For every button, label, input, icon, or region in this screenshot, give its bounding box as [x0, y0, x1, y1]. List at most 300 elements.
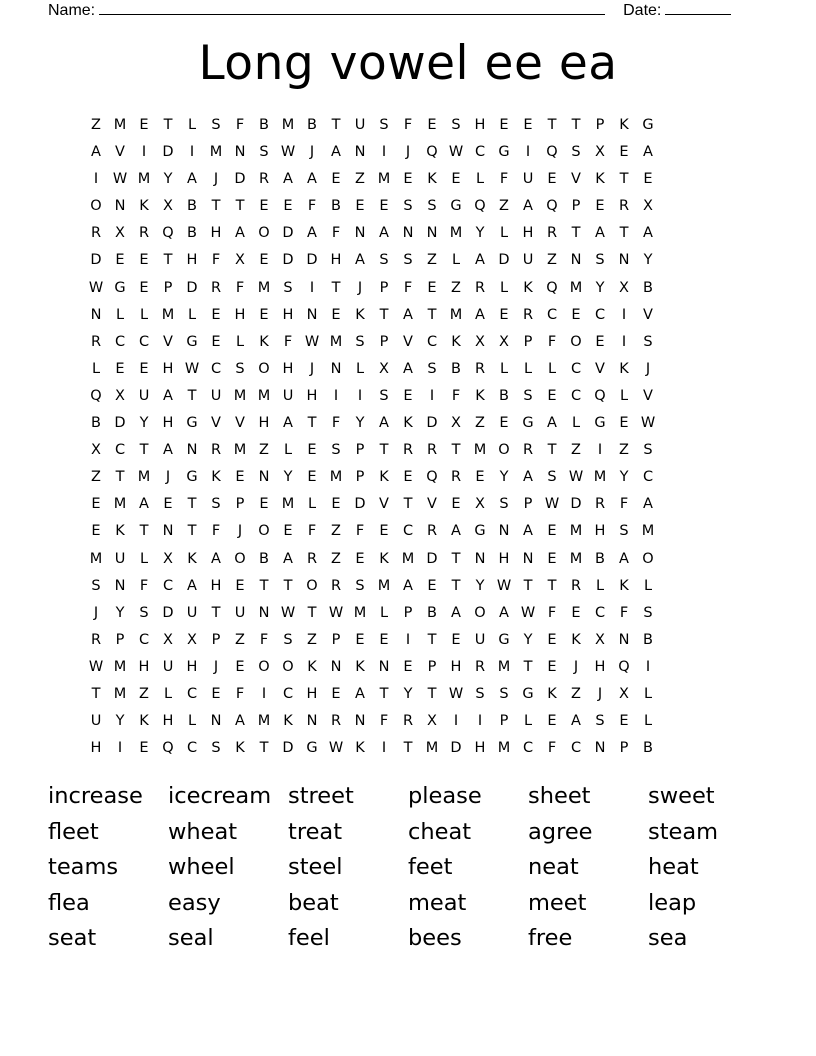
grid-letter[interactable]: E — [619, 415, 629, 432]
grid-letter[interactable]: F — [355, 523, 365, 540]
grid-letter[interactable]: Z — [331, 523, 341, 540]
grid-letter[interactable]: L — [643, 713, 653, 730]
grid-letter[interactable]: N — [354, 713, 366, 730]
grid-letter[interactable]: H — [162, 713, 174, 730]
grid-letter[interactable]: T — [379, 306, 389, 323]
grid-letter[interactable]: L — [139, 550, 149, 567]
grid-letter[interactable]: M — [497, 740, 511, 757]
grid-letter[interactable]: S — [499, 496, 509, 513]
grid-letter[interactable]: X — [115, 387, 125, 404]
grid-letter[interactable]: C — [282, 685, 294, 702]
grid-letter[interactable]: V — [643, 306, 653, 323]
grid-letter[interactable]: Y — [115, 713, 125, 730]
grid-letter[interactable]: V — [211, 415, 221, 432]
grid-letter[interactable]: U — [162, 658, 174, 675]
grid-letter[interactable]: T — [547, 117, 557, 133]
grid-letter[interactable]: C — [570, 387, 582, 404]
grid-letter[interactable]: O — [234, 550, 246, 567]
grid-letter[interactable]: T — [331, 117, 341, 133]
grid-letter[interactable]: S — [139, 604, 149, 621]
grid-letter[interactable]: A — [211, 550, 221, 567]
grid-letter[interactable]: W — [280, 144, 296, 161]
grid-letter[interactable]: O — [306, 577, 318, 594]
grid-letter[interactable]: E — [259, 252, 269, 269]
grid-letter[interactable]: W — [448, 144, 464, 161]
grid-letter[interactable]: A — [163, 387, 173, 404]
grid-letter[interactable]: E — [547, 658, 557, 675]
grid-letter[interactable]: T — [139, 523, 149, 540]
grid-letter[interactable]: N — [258, 604, 270, 621]
grid-letter[interactable]: X — [475, 496, 485, 513]
grid-letter[interactable]: R — [426, 523, 438, 540]
grid-letter[interactable]: L — [547, 360, 557, 377]
grid-letter[interactable]: O — [498, 442, 510, 459]
grid-letter[interactable]: E — [355, 198, 365, 215]
grid-letter[interactable]: V — [379, 496, 389, 513]
grid-letter[interactable]: D — [282, 740, 294, 757]
grid-letter[interactable]: N — [594, 740, 606, 757]
grid-letter[interactable]: T — [307, 604, 317, 621]
grid-letter[interactable]: S — [643, 442, 653, 459]
grid-letter[interactable]: A — [379, 415, 389, 432]
grid-letter[interactable]: B — [595, 550, 605, 567]
grid-letter[interactable]: E — [139, 279, 149, 296]
grid-letter[interactable]: S — [427, 360, 437, 377]
grid-letter[interactable]: Z — [571, 442, 581, 459]
grid-letter[interactable]: Z — [259, 442, 269, 459]
grid-letter[interactable]: A — [187, 577, 197, 594]
grid-letter[interactable]: E — [235, 577, 245, 594]
grid-letter[interactable]: R — [474, 279, 486, 296]
grid-letter[interactable]: B — [643, 279, 653, 296]
grid-letter[interactable]: W — [184, 360, 200, 377]
grid-letter[interactable]: P — [523, 496, 533, 513]
grid-letter[interactable]: M — [497, 658, 511, 675]
grid-letter[interactable]: K — [547, 685, 557, 702]
grid-letter[interactable]: T — [571, 117, 581, 133]
grid-letter[interactable]: S — [595, 713, 605, 730]
grid-letter[interactable]: T — [523, 577, 533, 594]
grid-letter[interactable]: W — [328, 740, 344, 757]
grid-letter[interactable]: S — [379, 117, 389, 133]
grid-letter[interactable]: E — [403, 658, 413, 675]
grid-letter[interactable]: V — [427, 496, 437, 513]
grid-letter[interactable]: Z — [571, 685, 581, 702]
grid-letter[interactable]: I — [525, 144, 531, 161]
grid-letter[interactable]: E — [307, 469, 317, 486]
grid-letter[interactable]: O — [258, 523, 270, 540]
grid-letter[interactable]: I — [597, 442, 603, 459]
grid-letter[interactable]: E — [403, 171, 413, 188]
grid-letter[interactable]: E — [115, 252, 125, 269]
grid-letter[interactable]: W — [304, 333, 320, 350]
grid-letter[interactable]: E — [139, 117, 149, 133]
grid-letter[interactable]: U — [474, 631, 486, 648]
grid-letter[interactable]: M — [233, 442, 247, 459]
grid-letter[interactable]: P — [571, 198, 581, 215]
grid-letter[interactable]: O — [258, 360, 270, 377]
grid-letter[interactable]: I — [93, 171, 99, 188]
grid-letter[interactable]: F — [499, 171, 509, 188]
grid-letter[interactable]: E — [523, 117, 533, 133]
grid-letter[interactable]: R — [90, 225, 102, 242]
grid-letter[interactable]: K — [139, 713, 149, 730]
grid-letter[interactable]: D — [186, 279, 198, 296]
grid-letter[interactable]: I — [309, 279, 315, 296]
grid-letter[interactable]: C — [162, 577, 174, 594]
grid-letter[interactable]: A — [403, 577, 413, 594]
grid-letter[interactable]: E — [451, 631, 461, 648]
grid-letter[interactable]: U — [114, 550, 126, 567]
grid-letter[interactable]: I — [621, 306, 627, 323]
grid-letter[interactable]: D — [282, 252, 294, 269]
grid-letter[interactable]: L — [643, 577, 653, 594]
grid-letter[interactable]: E — [331, 306, 341, 323]
grid-letter[interactable]: O — [258, 658, 270, 675]
grid-letter[interactable]: W — [448, 685, 464, 702]
grid-letter[interactable]: I — [429, 387, 435, 404]
grid-letter[interactable]: H — [450, 658, 462, 675]
grid-letter[interactable]: S — [283, 631, 293, 648]
grid-letter[interactable]: E — [235, 469, 245, 486]
grid-letter[interactable]: S — [355, 577, 365, 594]
grid-letter[interactable]: F — [139, 577, 149, 594]
grid-letter[interactable]: R — [90, 631, 102, 648]
grid-letter[interactable]: E — [331, 685, 341, 702]
grid-letter[interactable]: N — [474, 550, 486, 567]
grid-letter[interactable]: L — [595, 577, 605, 594]
grid-letter[interactable]: L — [571, 415, 581, 432]
grid-letter[interactable]: X — [619, 685, 629, 702]
grid-letter[interactable]: F — [331, 225, 341, 242]
grid-letter[interactable]: H — [498, 550, 510, 567]
grid-letter[interactable]: T — [547, 577, 557, 594]
grid-letter[interactable]: T — [259, 577, 269, 594]
grid-letter[interactable]: C — [114, 442, 126, 459]
grid-letter[interactable]: A — [283, 415, 293, 432]
grid-letter[interactable]: B — [187, 198, 197, 215]
grid-letter[interactable]: S — [355, 333, 365, 350]
grid-letter[interactable]: T — [331, 279, 341, 296]
grid-letter[interactable]: E — [499, 306, 509, 323]
grid-letter[interactable]: R — [330, 713, 342, 730]
grid-letter[interactable]: G — [186, 415, 198, 432]
grid-letter[interactable]: T — [619, 171, 629, 188]
grid-letter[interactable]: D — [426, 415, 438, 432]
grid-letter[interactable]: N — [618, 252, 630, 269]
grid-letter[interactable]: M — [329, 469, 343, 486]
grid-letter[interactable]: D — [450, 740, 462, 757]
grid-letter[interactable]: S — [259, 144, 269, 161]
grid-letter[interactable]: X — [91, 442, 101, 459]
grid-letter[interactable]: Q — [618, 658, 630, 675]
grid-letter[interactable]: L — [187, 306, 197, 323]
grid-letter[interactable]: J — [165, 469, 171, 486]
grid-letter[interactable]: Y — [643, 252, 653, 269]
grid-letter[interactable]: A — [643, 144, 653, 161]
grid-letter[interactable]: G — [522, 685, 534, 702]
grid-letter[interactable]: G — [450, 198, 462, 215]
grid-letter[interactable]: K — [451, 333, 461, 350]
grid-letter[interactable]: K — [475, 387, 485, 404]
grid-letter[interactable]: I — [357, 387, 363, 404]
grid-letter[interactable]: S — [571, 144, 581, 161]
grid-letter[interactable]: E — [139, 740, 149, 757]
grid-letter[interactable]: D — [162, 144, 174, 161]
grid-letter[interactable]: A — [307, 225, 317, 242]
grid-letter[interactable]: L — [235, 333, 245, 350]
grid-letter[interactable]: H — [186, 658, 198, 675]
grid-letter[interactable]: J — [597, 685, 603, 702]
grid-letter[interactable]: T — [379, 442, 389, 459]
grid-letter[interactable]: R — [402, 713, 414, 730]
grid-letter[interactable]: A — [235, 225, 245, 242]
grid-letter[interactable]: E — [643, 171, 653, 188]
grid-letter[interactable]: E — [547, 550, 557, 567]
grid-letter[interactable]: R — [90, 333, 102, 350]
grid-letter[interactable]: G — [186, 469, 198, 486]
grid-letter[interactable]: M — [449, 306, 463, 323]
grid-letter[interactable]: M — [569, 523, 583, 540]
grid-letter[interactable]: E — [355, 550, 365, 567]
grid-letter[interactable]: X — [379, 360, 389, 377]
grid-letter[interactable]: O — [258, 225, 270, 242]
grid-letter[interactable]: E — [547, 171, 557, 188]
grid-letter[interactable]: K — [211, 469, 221, 486]
grid-letter[interactable]: F — [307, 523, 317, 540]
grid-letter[interactable]: P — [235, 496, 245, 513]
grid-letter[interactable]: Y — [283, 469, 293, 486]
grid-letter[interactable]: E — [547, 713, 557, 730]
grid-letter[interactable]: E — [91, 496, 101, 513]
grid-letter[interactable]: K — [427, 171, 437, 188]
grid-letter[interactable]: Z — [235, 631, 245, 648]
grid-letter[interactable]: B — [643, 740, 653, 757]
grid-letter[interactable]: W — [280, 604, 296, 621]
grid-letter[interactable]: T — [283, 577, 293, 594]
grid-letter[interactable]: K — [187, 550, 197, 567]
grid-letter[interactable]: I — [261, 685, 267, 702]
grid-letter[interactable]: Q — [90, 387, 102, 404]
grid-letter[interactable]: D — [426, 550, 438, 567]
grid-letter[interactable]: A — [355, 252, 365, 269]
grid-letter[interactable]: U — [234, 604, 246, 621]
grid-letter[interactable]: K — [355, 306, 365, 323]
grid-letter[interactable]: A — [283, 550, 293, 567]
grid-letter[interactable]: B — [427, 604, 437, 621]
grid-letter[interactable]: T — [235, 198, 245, 215]
grid-letter[interactable]: K — [619, 117, 629, 133]
grid-letter[interactable]: J — [93, 604, 99, 621]
grid-letter[interactable]: I — [477, 713, 483, 730]
grid-letter[interactable]: A — [379, 225, 389, 242]
grid-letter[interactable]: E — [619, 144, 629, 161]
grid-letter[interactable]: E — [379, 631, 389, 648]
grid-letter[interactable]: G — [594, 415, 606, 432]
grid-letter[interactable]: E — [283, 523, 293, 540]
grid-letter[interactable]: S — [643, 333, 653, 350]
grid-letter[interactable]: R — [594, 496, 606, 513]
grid-letter[interactable]: L — [451, 252, 461, 269]
grid-letter[interactable]: M — [641, 523, 655, 540]
grid-letter[interactable]: P — [211, 631, 221, 648]
grid-letter[interactable]: E — [259, 198, 269, 215]
grid-letter[interactable]: E — [595, 198, 605, 215]
grid-letter[interactable]: T — [451, 442, 461, 459]
grid-letter[interactable]: M — [113, 117, 127, 133]
grid-letter[interactable]: P — [331, 631, 341, 648]
grid-letter[interactable]: S — [211, 740, 221, 757]
grid-letter[interactable]: Q — [162, 225, 174, 242]
grid-letter[interactable]: X — [163, 550, 173, 567]
grid-letter[interactable]: N — [234, 144, 246, 161]
grid-letter[interactable]: L — [499, 279, 509, 296]
grid-letter[interactable]: H — [186, 252, 198, 269]
grid-letter[interactable]: E — [211, 685, 221, 702]
grid-letter[interactable]: E — [235, 658, 245, 675]
grid-letter[interactable]: Q — [546, 144, 558, 161]
grid-letter[interactable]: Z — [427, 252, 437, 269]
grid-letter[interactable]: Z — [475, 415, 485, 432]
grid-letter[interactable]: Q — [474, 198, 486, 215]
grid-letter[interactable]: M — [113, 685, 127, 702]
grid-letter[interactable]: S — [595, 252, 605, 269]
grid-letter[interactable]: H — [138, 658, 150, 675]
grid-letter[interactable]: N — [354, 144, 366, 161]
grid-letter[interactable]: A — [403, 306, 413, 323]
grid-letter[interactable]: L — [187, 713, 197, 730]
grid-letter[interactable]: E — [307, 442, 317, 459]
grid-letter[interactable]: D — [234, 171, 246, 188]
grid-letter[interactable]: N — [402, 225, 414, 242]
grid-letter[interactable]: I — [645, 658, 651, 675]
grid-letter[interactable]: E — [427, 577, 437, 594]
date-blank-line[interactable] — [665, 0, 731, 15]
grid-letter[interactable]: E — [547, 631, 557, 648]
grid-letter[interactable]: Z — [547, 252, 557, 269]
grid-letter[interactable]: A — [91, 144, 101, 161]
grid-letter[interactable]: G — [474, 523, 486, 540]
grid-letter[interactable]: L — [523, 360, 533, 377]
grid-letter[interactable]: E — [595, 333, 605, 350]
grid-letter[interactable]: T — [139, 442, 149, 459]
grid-letter[interactable]: K — [283, 713, 293, 730]
grid-letter[interactable]: Q — [594, 387, 606, 404]
grid-letter[interactable]: R — [474, 360, 486, 377]
grid-letter[interactable]: R — [522, 442, 534, 459]
grid-letter[interactable]: C — [402, 523, 414, 540]
grid-letter[interactable]: W — [568, 469, 584, 486]
grid-letter[interactable]: H — [594, 658, 606, 675]
grid-letter[interactable]: E — [451, 496, 461, 513]
grid-letter[interactable]: A — [571, 713, 581, 730]
grid-letter[interactable]: X — [643, 198, 653, 215]
grid-letter[interactable]: M — [209, 144, 223, 161]
grid-letter[interactable]: A — [523, 469, 533, 486]
grid-letter[interactable]: W — [328, 604, 344, 621]
grid-letter[interactable]: L — [115, 306, 125, 323]
grid-letter[interactable]: V — [595, 360, 605, 377]
grid-letter[interactable]: R — [210, 279, 222, 296]
grid-letter[interactable]: U — [354, 117, 366, 133]
grid-letter[interactable]: C — [522, 740, 534, 757]
grid-letter[interactable]: E — [355, 631, 365, 648]
grid-letter[interactable]: V — [115, 144, 125, 161]
grid-letter[interactable]: T — [427, 631, 437, 648]
grid-letter[interactable]: T — [187, 496, 197, 513]
grid-letter[interactable]: M — [89, 550, 103, 567]
grid-letter[interactable]: A — [643, 225, 653, 242]
grid-letter[interactable]: T — [523, 658, 533, 675]
grid-letter[interactable]: K — [403, 415, 413, 432]
grid-letter[interactable]: N — [354, 225, 366, 242]
grid-letter[interactable]: E — [139, 252, 149, 269]
grid-letter[interactable]: H — [258, 415, 270, 432]
grid-letter[interactable]: Y — [355, 415, 365, 432]
grid-letter[interactable]: P — [403, 604, 413, 621]
grid-letter[interactable]: A — [619, 550, 629, 567]
grid-letter[interactable]: D — [570, 496, 582, 513]
grid-letter[interactable]: Y — [475, 225, 485, 242]
grid-letter[interactable]: H — [282, 306, 294, 323]
grid-letter[interactable]: U — [90, 713, 102, 730]
grid-letter[interactable]: N — [114, 198, 126, 215]
grid-letter[interactable]: J — [573, 658, 579, 675]
grid-letter[interactable]: T — [451, 577, 461, 594]
grid-letter[interactable]: H — [306, 685, 318, 702]
grid-letter[interactable]: A — [499, 604, 509, 621]
grid-letter[interactable]: E — [163, 496, 173, 513]
grid-letter[interactable]: P — [355, 442, 365, 459]
grid-letter[interactable]: N — [186, 442, 198, 459]
grid-letter[interactable]: N — [378, 658, 390, 675]
grid-letter[interactable]: G — [498, 144, 510, 161]
grid-letter[interactable]: A — [139, 496, 149, 513]
grid-letter[interactable]: F — [235, 279, 245, 296]
grid-letter[interactable]: P — [115, 631, 125, 648]
grid-letter[interactable]: Z — [91, 469, 101, 486]
grid-letter[interactable]: L — [187, 117, 197, 133]
grid-letter[interactable]: H — [306, 387, 318, 404]
grid-letter[interactable]: M — [281, 496, 295, 513]
grid-letter[interactable]: A — [643, 496, 653, 513]
grid-letter[interactable]: E — [331, 496, 341, 513]
grid-letter[interactable]: U — [522, 252, 534, 269]
grid-letter[interactable]: H — [210, 225, 222, 242]
grid-letter[interactable]: Z — [499, 198, 509, 215]
grid-letter[interactable]: H — [594, 523, 606, 540]
grid-letter[interactable]: A — [475, 252, 485, 269]
grid-letter[interactable]: E — [619, 713, 629, 730]
grid-letter[interactable]: B — [499, 387, 509, 404]
grid-letter[interactable]: F — [619, 496, 629, 513]
grid-letter[interactable]: S — [499, 685, 509, 702]
grid-letter[interactable]: H — [210, 577, 222, 594]
grid-letter[interactable]: N — [114, 577, 126, 594]
grid-letter[interactable]: M — [329, 333, 343, 350]
grid-letter[interactable]: F — [547, 604, 557, 621]
grid-letter[interactable]: M — [449, 225, 463, 242]
grid-letter[interactable]: N — [618, 631, 630, 648]
grid-letter[interactable]: B — [451, 360, 461, 377]
grid-letter[interactable]: G — [186, 333, 198, 350]
grid-letter[interactable]: X — [235, 252, 245, 269]
grid-letter[interactable]: V — [643, 387, 653, 404]
grid-letter[interactable]: H — [162, 360, 174, 377]
grid-letter[interactable]: L — [475, 171, 485, 188]
grid-letter[interactable]: R — [618, 198, 630, 215]
grid-letter[interactable]: L — [283, 442, 293, 459]
